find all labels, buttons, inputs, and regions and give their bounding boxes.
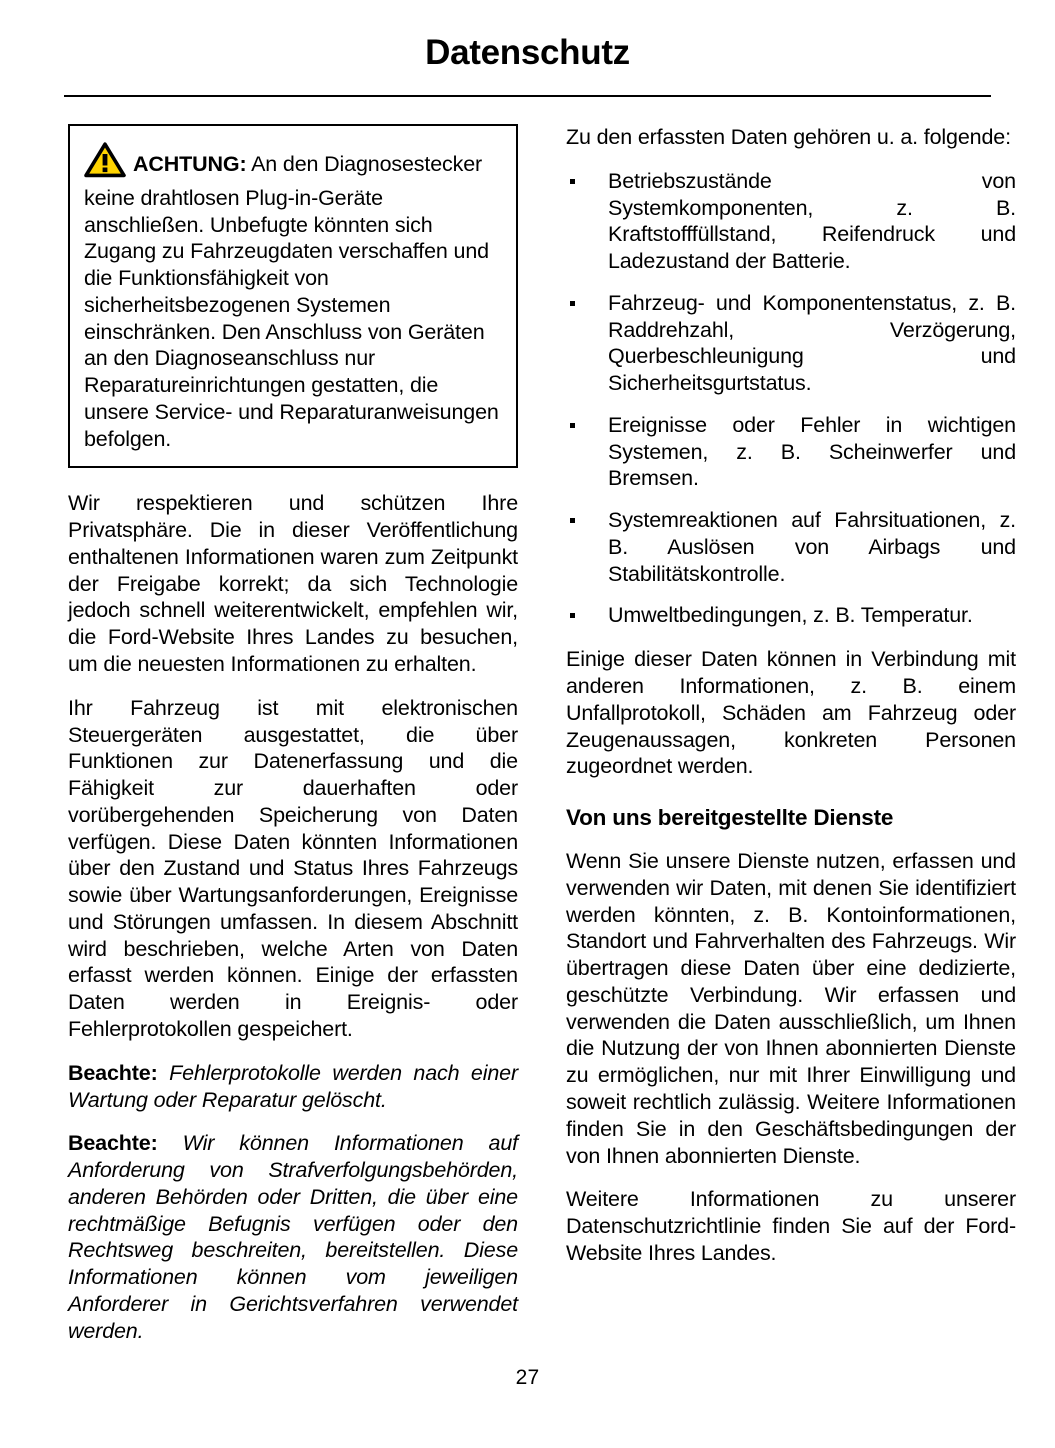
list-item-label: Fahrzeug- und Komponentenstatus, z. B. Raddrehzahl, Verzögerung, Querbeschleunigung und Sicherheitsgurtstatus. <box>608 290 1016 396</box>
page-header <box>0 0 1055 97</box>
bullet-square-icon <box>570 301 575 306</box>
warning-callout-box <box>68 124 518 468</box>
left-column <box>68 124 518 1344</box>
bullet-square-icon <box>570 423 575 428</box>
page-number: 27 <box>515 1366 540 1389</box>
right-paragraph-2: Weitere Informationen zu unserer Datenschutzrichtlinie finden Sie auf der Ford-Website Ihres Landes. <box>566 1187 1016 1265</box>
note-label-2: Beachte: <box>68 1131 158 1156</box>
note-text-2: Wir können Informationen auf Anforderung von Strafverfolgungsbehörden, anderen Behörden oder Dritten, die über eine rechtmäßige Befugnis verfügen oder den Rechtsweg beschreiten, bereitstellen. Diese Informationen können vom jeweiligen Anforderer in Gerichtsverfahren verwendet werden. <box>68 1131 518 1343</box>
list-item-label: Ereignisse oder Fehler in wichtigen Systemen, z. B. Scheinwerfer und Bremsen. <box>608 412 1016 491</box>
after-bullets-paragraph: Einige dieser Daten können in Verbindung mit anderen Informationen, z. B. einem Unfallprotokoll, Schäden am Fahrzeug oder Zeugenaussagen, konkreten Personen zugeordnet werden. <box>566 647 1016 779</box>
list-item <box>566 507 1016 587</box>
page-title: Datenschutz <box>425 33 630 72</box>
bullets-intro: Zu den erfassten Daten gehören u. a. folgende: <box>566 125 1011 149</box>
list-item <box>566 290 1016 397</box>
left-paragraph-1: Wir respektieren und schützen Ihre Privatsphäre. Die in dieser Veröffentlichung enthaltenen Informationen waren zum Zeitpunkt der Freigabe korrekt; da sich Technologie jedoch schnell weiterentwickelt, empfehlen wir, die Ford-Website Ihres Landes zu besuchen, um die neuesten Informationen zu erhalten. <box>68 491 518 677</box>
right-column <box>566 124 1016 1344</box>
list-item <box>566 602 1016 629</box>
warning-triangle-icon <box>84 142 126 185</box>
list-item <box>566 412 1016 492</box>
two-column-body <box>68 124 1016 1344</box>
section-heading: Von uns bereitgestellte Dienste <box>566 805 894 831</box>
bullet-square-icon <box>570 613 575 618</box>
header-divider <box>64 95 991 97</box>
note-label-1: Beachte: <box>68 1060 158 1085</box>
bullet-square-icon <box>570 179 575 184</box>
bullet-square-icon <box>570 518 575 523</box>
list-item-label: Systemreaktionen auf Fahrsituationen, z. B. Auslösen von Airbags und Stabilitätskontrolle. <box>608 508 1016 586</box>
note-block-2 <box>68 1130 518 1344</box>
list-item-label: Betriebszustände von Systemkomponenten, z. B. Kraftstofffüllstand, Reifendruck und Ladezustand der Batterie. <box>608 168 1016 274</box>
warning-label: ACHTUNG: <box>133 152 247 176</box>
warning-body-text: An den Diagnosestecker keine drahtlosen Plug-in-Geräte anschließen. Unbefugte könnten sich Zugang zu Fahrzeugdaten verschaffen und die Funktionsfähigkeit von sicherheitsbezogenen Systemen einschränken. Den Anschluss von Geräten an den Diagnoseanschluss nur Reparatureinrichtungen gestatten, die unsere Service- und Reparaturanweisungen befolgen. <box>84 152 499 451</box>
note-text-1: Fehlerprotokolle werden nach einer Wartung oder Reparatur gelöscht. <box>68 1060 518 1112</box>
left-paragraph-2: Ihr Fahrzeug ist mit elektronischen Steuergeräten ausgestattet, die über Funktionen zur Datenerfassung und die Fähigkeit zur dauerhaften oder vorübergehenden Speicherung von Daten verfügen. Diese Daten könnten Informationen über den Zustand und Status Ihres Fahrzeugs sowie über Wartungsanforderungen, Ereignisse und Störungen umfassen. In diesem Abschnitt wird beschrieben, welche Arten von Daten erfasst werden können. Einige der erfassten Daten werden in Ereignis- oder Fehlerprotokollen gespeichert. <box>68 695 518 1041</box>
collected-data-list <box>566 168 1016 629</box>
right-paragraph-1: Wenn Sie unsere Dienste nutzen, erfassen und verwenden wir Daten, mit denen Sie identifiziert werden könnten, z. B. Kontoinformationen, Standort und Fahrverhalten des Fahrzeugs. Wir übertragen diese Daten über eine dedizierte, geschützte Verbindung. Wir erfassen und verwenden die Daten ausschließlich, um Ihnen die Nutzung der von Ihnen abonnierten Dienste zu ermöglichen, nur mit Ihrer Einwilligung und soweit rechtlich zulässig. Weitere Informationen finden Sie in den Geschäftsbedingungen der von Ihnen abonnierten Dienste. <box>566 849 1016 1168</box>
list-item-label: Umweltbedingungen, z. B. Temperatur. <box>608 603 973 628</box>
list-item <box>566 168 1016 275</box>
warning-text-block <box>84 142 502 452</box>
note-block-1 <box>68 1060 518 1114</box>
